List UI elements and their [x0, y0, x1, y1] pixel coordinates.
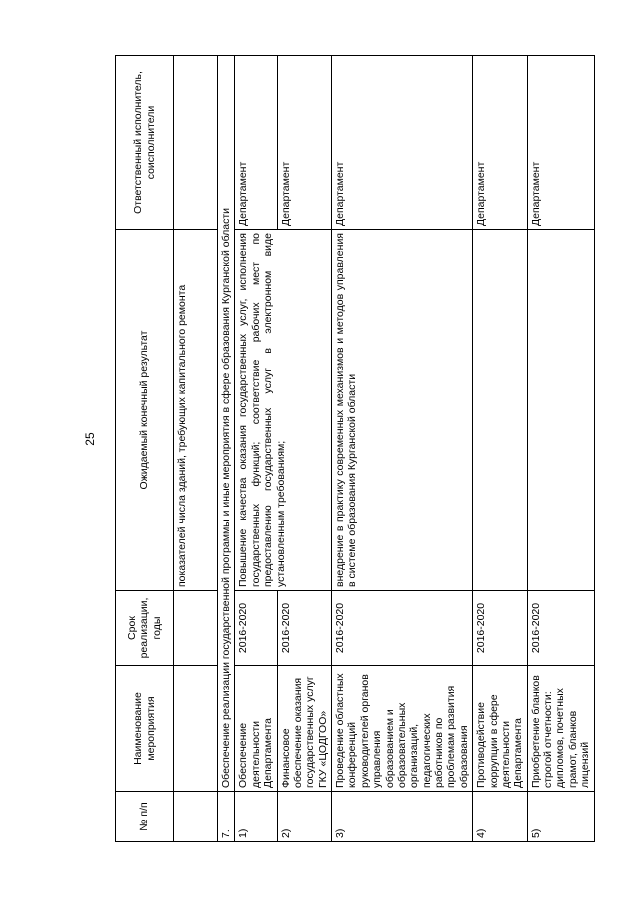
row-name: Проведение областных конференций руководителей органов управления образованием и образовательных организаций, педагогических работников по проблемам развития образования	[332, 666, 473, 792]
row-result: внедрение в практику современных механизмов и методов управления в системе образования Курганской области	[332, 230, 473, 591]
table-row	[473, 56, 528, 842]
header-name: Наименование мероприятия	[116, 666, 174, 792]
section-num: 7.	[218, 792, 235, 842]
row-executor: Департамент	[235, 56, 277, 230]
continuation-row	[174, 56, 218, 842]
row-executor: Департамент	[277, 56, 332, 230]
table-row	[235, 56, 277, 842]
row-name: Обеспечение деятельности Департамента	[235, 666, 277, 792]
continuation-num	[174, 792, 218, 842]
row-result	[527, 230, 594, 591]
row-num: 4)	[473, 792, 528, 842]
measures-table	[115, 55, 595, 842]
header-row	[116, 56, 174, 842]
header-executor: Ответственный исполнитель, соисполнители	[116, 56, 174, 230]
section-row	[218, 56, 235, 842]
table-row	[527, 56, 594, 842]
header-num: № п/п	[116, 792, 174, 842]
row-result: Повышение качества оказания государственных услуг, исполнения государственных функций; соответствие рабочих мест по предоставлению государственных услуг в электронном виде установленным требованиям;	[235, 230, 332, 591]
row-term: 2016-2020	[277, 591, 332, 666]
row-term: 2016-2020	[332, 591, 473, 666]
row-num: 2)	[277, 792, 332, 842]
header-result: Ожидаемый конечный результат	[116, 230, 174, 591]
row-num: 1)	[235, 792, 277, 842]
continuation-executor	[174, 56, 218, 230]
row-name: Финансовое обеспечение оказания государственных услуг ГКУ «ЦОДГОО»	[277, 666, 332, 792]
row-executor: Департамент	[527, 56, 594, 230]
header-term: Срок реализации, годы	[116, 591, 174, 666]
row-term: 2016-2020	[235, 591, 277, 666]
continuation-name	[174, 666, 218, 792]
row-term: 2016-2020	[527, 591, 594, 666]
row-term: 2016-2020	[473, 591, 528, 666]
rotated-table-container	[115, 56, 639, 842]
row-name: Противодействие коррупции в сфере деятельности Департамента	[473, 666, 528, 792]
row-executor: Департамент	[473, 56, 528, 230]
section-title: Обеспечение реализации государственной программы и иные мероприятия в сфере образования Курганской области	[218, 56, 235, 792]
continuation-term	[174, 591, 218, 666]
continuation-result: показателей числа зданий, требующих капитального ремонта	[174, 230, 218, 591]
row-executor: Департамент	[332, 56, 473, 230]
table-row	[332, 56, 473, 842]
row-num: 3)	[332, 792, 473, 842]
page-number: 25	[83, 432, 97, 446]
row-result	[473, 230, 528, 591]
row-name: Приобретение бланков строгой отчетности: дипломов, почетных грамот, бланков лицензий	[527, 666, 594, 792]
row-num: 5)	[527, 792, 594, 842]
